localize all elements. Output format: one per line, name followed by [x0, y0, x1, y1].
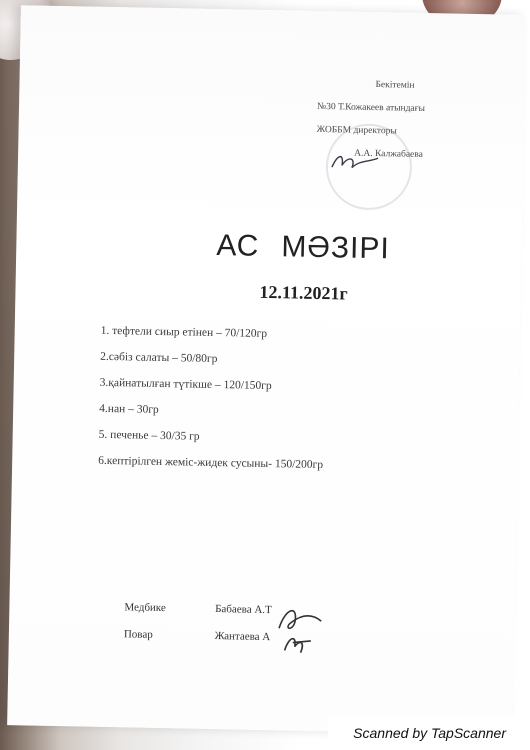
approval-signatory: А.А. Калжабаева — [354, 148, 423, 160]
watermark-text: Scanned by TapScanner — [353, 725, 506, 741]
signature-name: Бабаева А.Т — [215, 603, 272, 617]
signature-role: Повар — [123, 628, 153, 641]
menu-date: 12.11.2021г — [259, 281, 348, 304]
menu-item: 6.кептірілген жеміс-жидек сусыны- 150/200гр — [98, 454, 324, 472]
menu-title-part2: МӘЗІРІ — [281, 230, 391, 266]
scanner-watermark — [328, 717, 530, 750]
signatures-block — [123, 601, 271, 658]
menu-list — [98, 325, 326, 485]
menu-item: 4.нан – 30гр — [99, 402, 159, 416]
approval-school: №30 Т.Кожакеев атындағы — [316, 101, 426, 114]
menu-item: 3.қайнатылған түтікше – 120/150гр — [99, 376, 272, 393]
signature-row — [123, 628, 271, 658]
signature-row — [124, 601, 272, 631]
director-signature — [330, 149, 380, 174]
signature-name: Жантаева А — [214, 630, 271, 644]
approval-header: Бекітемін — [375, 80, 415, 91]
menu-item: 5. печенье – 30/35 гр — [98, 428, 200, 443]
handwritten-signature — [270, 598, 331, 659]
approval-position: ЖОББМ директоры — [316, 124, 397, 137]
document-page — [7, 5, 526, 735]
menu-title — [216, 229, 390, 266]
signature-role: Медбике — [124, 601, 166, 615]
menu-title-part1: АС — [216, 229, 260, 263]
menu-item: 1. тефтели сиыр етінен – 70/120гр — [100, 324, 268, 341]
menu-item: 2.сәбіз салаты – 50/80гр — [100, 350, 218, 366]
